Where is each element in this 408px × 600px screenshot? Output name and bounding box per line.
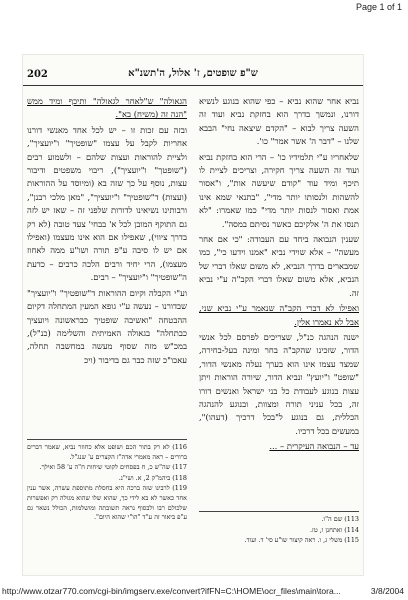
footnote: 113) שם ה"ו. [321, 515, 359, 523]
footnote: 116) לא רק בתור הכם ושופט אלא כחוזר נביא, שאמר דברים ברורים – ראה מאמרי אדה"ז הקצרים ע' שנג"ל. [27, 443, 187, 461]
paragraph: ישנה הנהגה כנ"ל, שצריכים לפרסם לכל אנשי הדור, שזכינו שהקב"ה בחר ומינה בעל-בחירה, שמצד עצמו אינו הוא בערך נעלה מאנשי הדור, "שופט" ו"יועץ" ונביא הדור, שיורה הוראות ויתן עצות בנוגע לעבודת כל בני ישראל ואנשים דורו זה, בכל עניני תורה ומצוות, ובנוגע להנהגה הכללית, גם בנוגע ל"בכל דרכיך (דעהו)", במעשים בכל דרכיו. [199, 331, 359, 436]
right-column [199, 95, 359, 456]
paragraph: ובזה עם זכות זו – יש לכל אחד מאנשי דורנו אחריות לקבל על עצמו "שופטיך" ו"יועציך", ולציית להוראות ועצות שלהם – ולשמוע רבים ("שופטך" ו"יועציך"), ריבוי משפטים ודיבור עצות, נוסף על כך שזה בא (ומיוסד על ההוראות (ועצות) ד"שופטיך" ו"יועציך", "מאן מלכי רבנן", ורבותינו נשיאינו לדורות שלפני זה – שאז יש לזה גם התוקף המובן לכל א' בבחי' צעד טובה (לא רק בדרך ציווי), שאפילו אם הוא אינו מעצמו (ואפילו אם יש לו סיבה ע"פ תורה ושו"ע ממה לאחוז מעצמו), הרי יחיד ורבים הלכה כרבים – כדעת ה"שופטיך" ו"יועציך" – רבים. [27, 124, 187, 283]
print-footer [2, 586, 404, 598]
paragraph: שלאחריו ע"י תלמידיו כו' – הרי הוא בחזקת נביא ועוד זה השעה צריך חקירה, וצריכים לציית לו תיכף ומיד עוד "קודם שיעשה אות", ו"אסור להשהות ולנסותו יותר מדי", "בתנאי שמא אינו אמת ואסור לנסות יותר מדי" כמו שאמרו: "לא תנסו את ה' אלקיכם כאשר נסיתם במסה". [199, 151, 359, 229]
footnote: 114) ואתחנן ו, טז. [310, 525, 359, 534]
footnote: 118) ביהמ"ק 2, א. ושי"נ. [118, 473, 187, 482]
page-header [23, 67, 363, 86]
footnote: 119) לרבינו שזה ברכה היא בחסלת מתוספת עשרה, אשר ענין אחד כאשר לא בא לידי כך, שהוא שלו שהוא מגולה רק ואפשרות שלכולם רבו ולבסוף נראה תשובתה ומושלמות, הכולל נשאר גם ע"פ ביאור זה ע"ד "הו"י שהוא היום". [27, 484, 187, 522]
print-date: 3/8/2004 [370, 586, 404, 596]
paragraph: עד – הנבואה העיקרית – ... [269, 441, 359, 452]
page-number: 202 [27, 69, 48, 80]
paragraph: שענין הנבואה ביחד עם העבודה: "כי אם אחר מעשה" – אלא שוידי נביא "אמנו וידעו כי", כמו שמבארים בדרך הנביא, לא משום שאלו דברי של הנביא, אלא משום שאלו דברי הקב"ה ע"י נביא זה. [199, 234, 359, 298]
paragraph: הגאולה" ש"לאחר לגאולה" ותיכף ומיד ממש "הנה זה (משיח) בא". [27, 96, 187, 120]
paragraph: נביא אחר שהוא נביא – כפי שהוא בנוגע לנשיא דורנו, ונמשך בדרך הוא בחזקת נביא ועוד זה השעה צריך לבוא – "הקדם שיצאה נחי" הבבא שלנו – "דבר ה' אשר אמר" כו'. [199, 96, 359, 147]
page-title: ש"פ שופטים, ז' אלול, ה'תשנ"א [128, 68, 258, 79]
source-url: http://www.otzar770.com/cgi-bin/imgserv.exe/convert?ifFN=C:\HOME\ocr_files\main\tora... [2, 586, 341, 596]
paragraph: וע"י הקבלה וקיום ההוראות ד"שופטיך" ו"יועציך" שבדורנו – נעשה ע"י גופא המעין המתחלה דקיום ההבטחה "ואשיבה שופטיך כבראשונה ויועציך כבתחלה" בגאולה האמיתית והשלימה (כנ"ל), במכ"ש מזה שסוף מעשה במחשבה תחלה, עאכו"כ שזה כבר גם בדיבור (ויכ [27, 287, 187, 365]
page-counter: Page 1 of 1 [355, 2, 402, 12]
scanned-page [23, 55, 363, 575]
footnotes-right [199, 511, 359, 547]
paragraph: ואפילו לא דברי הקב"ה שנאמר ע"י נביא שני, אבל לא נאמרו אלין. [199, 303, 359, 327]
footnote: 117) שה"ש כ, ח בפסחים לקוטי שיחות ח"ה ע' 58 ואילך. [39, 463, 187, 472]
left-column [27, 95, 187, 369]
footnote: 115) משלי ג, ו. ראה קיצור שו"ע סי' ד. ועוד. [244, 536, 359, 545]
footnotes-left [27, 439, 187, 524]
